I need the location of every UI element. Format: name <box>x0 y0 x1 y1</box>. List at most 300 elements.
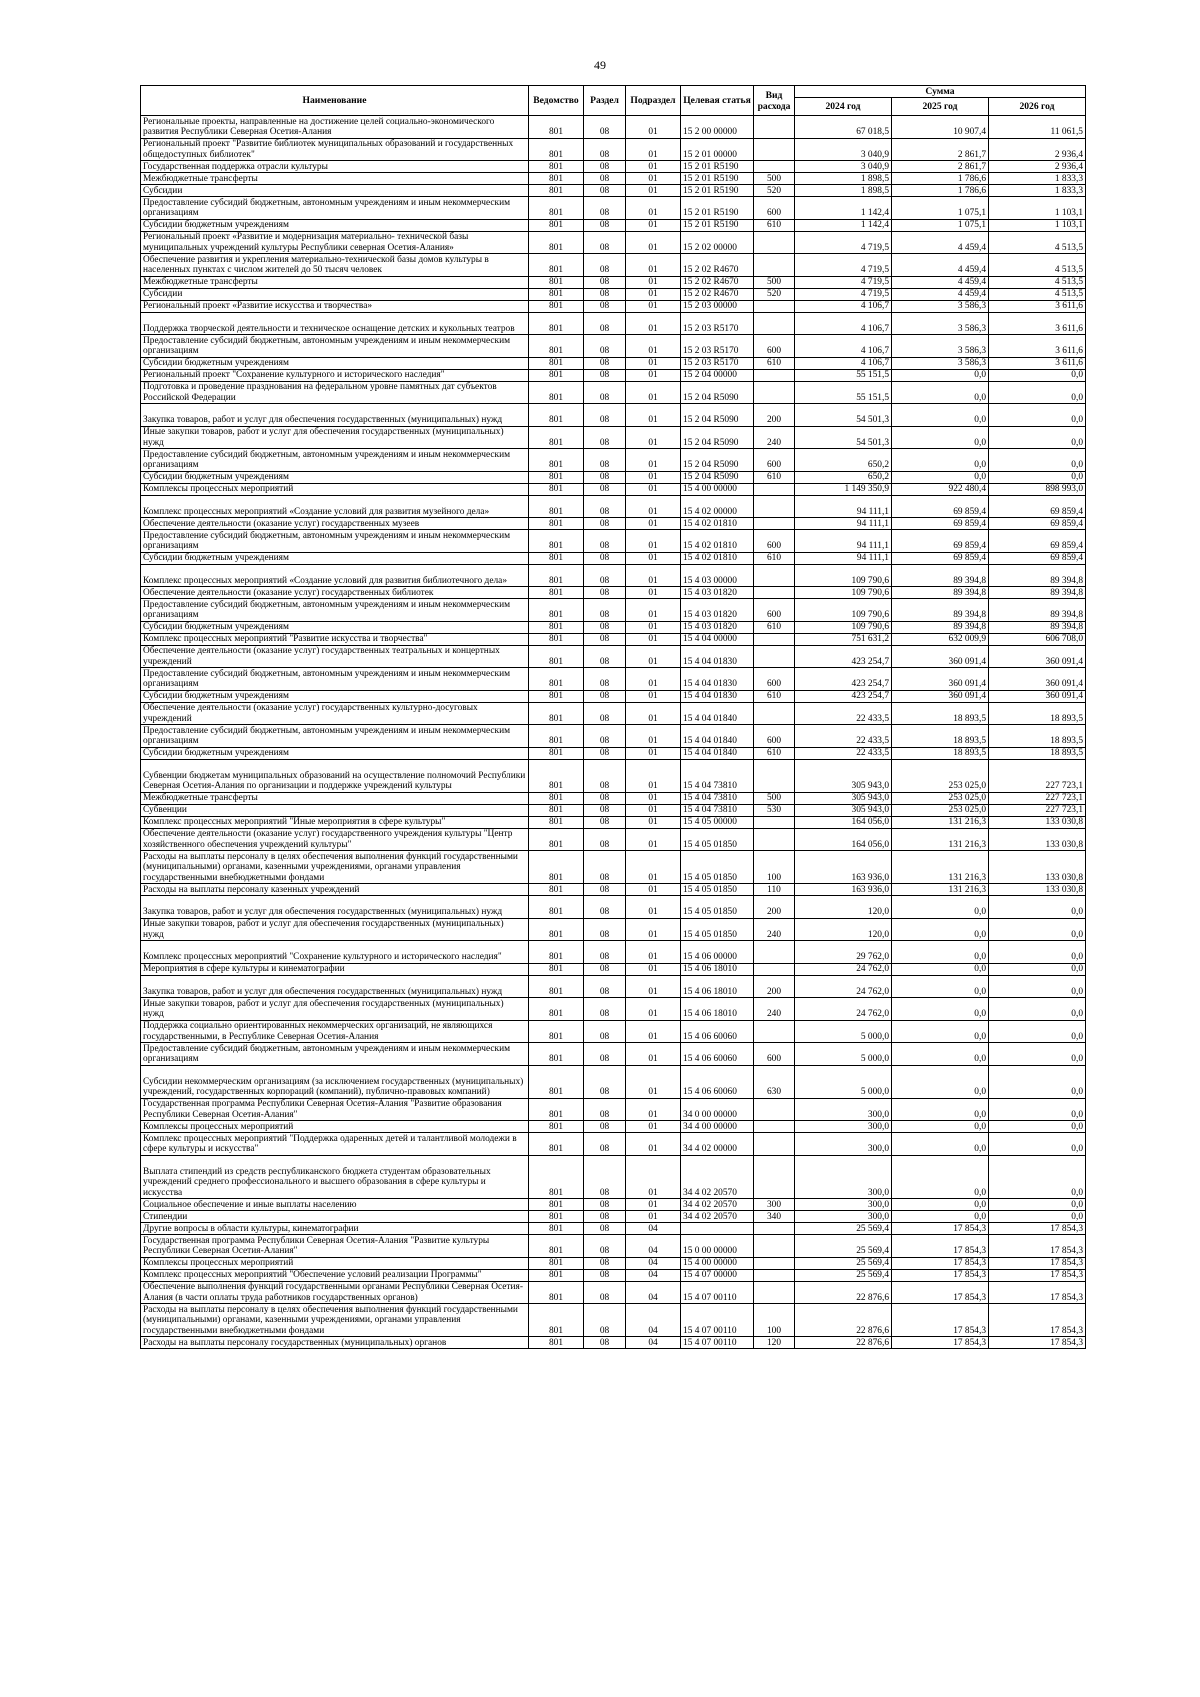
cell-section: 08 <box>584 747 626 759</box>
cell-target-article: 15 2 03 R5170 <box>681 335 754 358</box>
cell-subsection: 01 <box>626 587 681 599</box>
cell-section: 08 <box>584 564 626 587</box>
cell-ministry: 801 <box>529 587 584 599</box>
cell-target-article: 15 4 00 00000 <box>681 1257 754 1269</box>
table-row <box>141 792 1086 804</box>
cell-name: Комплекс процессных мероприятий "Развитие искусства и творчества" <box>141 633 529 645</box>
cell-subsection: 01 <box>626 975 681 998</box>
cell-expense-type: 200 <box>754 975 795 998</box>
cell-name: Комплекс процессных мероприятий "Обеспечение условий реализации Программы" <box>141 1269 529 1281</box>
cell-target-article: 15 2 04 00000 <box>681 369 754 381</box>
cell-ministry: 801 <box>529 1155 584 1199</box>
cell-name: Комплекс процессных мероприятий "Сохранение культурного и исторического наследия" <box>141 941 529 964</box>
cell-section: 08 <box>584 518 626 530</box>
cell-subsection: 01 <box>626 828 681 851</box>
cell-target-article: 15 2 03 00000 <box>681 300 754 312</box>
cell-subsection: 01 <box>626 668 681 691</box>
cell-target-article: 15 4 03 01820 <box>681 587 754 599</box>
cell-name: Субсидии бюджетным учреждениям <box>141 690 529 702</box>
cell-subsection: 01 <box>626 725 681 748</box>
cell-sum-2024: 94 111,1 <box>795 530 892 553</box>
cell-ministry: 801 <box>529 1235 584 1258</box>
cell-section: 08 <box>584 1337 626 1349</box>
cell-target-article <box>681 1223 754 1235</box>
cell-subsection: 01 <box>626 1043 681 1066</box>
cell-expense-type: 610 <box>754 552 795 564</box>
cell-sum-2025: 360 091,4 <box>892 645 989 668</box>
cell-sum-2025: 1 075,1 <box>892 197 989 220</box>
cell-target-article: 15 4 04 01840 <box>681 747 754 759</box>
cell-name: Иные закупки товаров, работ и услуг для обеспечения государственных (муниципальных) нужд <box>141 426 529 449</box>
cell-expense-type <box>754 1121 795 1133</box>
cell-ministry: 801 <box>529 300 584 312</box>
cell-name: Региональные проекты, направленные на достижение целей социально-экономического развития Республики Северная Осетия-Алания <box>141 116 529 139</box>
cell-expense-type: 610 <box>754 471 795 483</box>
cell-sum-2025: 0,0 <box>892 1121 989 1133</box>
table-row <box>141 173 1086 185</box>
cell-ministry: 801 <box>529 633 584 645</box>
cell-sum-2025: 4 459,4 <box>892 231 989 254</box>
cell-expense-type <box>754 312 795 335</box>
cell-expense-type: 240 <box>754 426 795 449</box>
cell-sum-2025: 0,0 <box>892 1133 989 1156</box>
cell-target-article: 15 4 06 18010 <box>681 998 754 1021</box>
cell-sum-2024: 1 898,5 <box>795 173 892 185</box>
cell-expense-type <box>754 759 795 792</box>
cell-name: Комплекс процессных мероприятий «Создание условий для развития библиотечного дела» <box>141 564 529 587</box>
cell-sum-2026: 69 859,4 <box>989 552 1086 564</box>
cell-name: Социальное обеспечение и иные выплаты населению <box>141 1199 529 1211</box>
cell-subsection: 01 <box>626 1098 681 1121</box>
cell-sum-2025: 17 854,3 <box>892 1281 989 1304</box>
table-row <box>141 335 1086 358</box>
cell-expense-type <box>754 963 795 975</box>
cell-sum-2026: 3 611,6 <box>989 335 1086 358</box>
cell-subsection: 01 <box>626 645 681 668</box>
table-row <box>141 404 1086 427</box>
cell-sum-2025: 3 586,3 <box>892 357 989 369</box>
cell-target-article: 34 4 02 20570 <box>681 1211 754 1223</box>
cell-target-article: 15 2 01 R5190 <box>681 219 754 231</box>
cell-expense-type <box>754 161 795 173</box>
cell-ministry: 801 <box>529 1337 584 1349</box>
cell-target-article: 15 4 07 00000 <box>681 1269 754 1281</box>
cell-sum-2024: 163 936,0 <box>795 851 892 884</box>
cell-sum-2026: 360 091,4 <box>989 668 1086 691</box>
cell-ministry: 801 <box>529 963 584 975</box>
cell-section: 08 <box>584 312 626 335</box>
cell-sum-2025: 69 859,4 <box>892 518 989 530</box>
cell-sum-2025: 17 854,3 <box>892 1235 989 1258</box>
col-header-2024: 2024 год <box>795 98 892 116</box>
cell-section: 08 <box>584 975 626 998</box>
cell-subsection: 04 <box>626 1235 681 1258</box>
cell-expense-type <box>754 369 795 381</box>
cell-sum-2024: 24 762,0 <box>795 975 892 998</box>
table-row <box>141 702 1086 725</box>
cell-sum-2024: 4 106,7 <box>795 357 892 369</box>
cell-section: 08 <box>584 1269 626 1281</box>
cell-sum-2025: 131 216,3 <box>892 851 989 884</box>
cell-name: Субвенции бюджетам муниципальных образований на осуществление полномочий Республики Северная Осетия-Алания по организации и поддержке учреждений культуры <box>141 759 529 792</box>
cell-name: Расходы на выплаты персоналу в целях обеспечения выполнения функций государственными (муниципальными) органами, казенными учреждениями, органами управления государственными внебюджетными фондами <box>141 1304 529 1337</box>
cell-sum-2024: 109 790,6 <box>795 599 892 622</box>
cell-ministry: 801 <box>529 335 584 358</box>
cell-target-article: 15 2 01 R5190 <box>681 161 754 173</box>
cell-subsection: 01 <box>626 621 681 633</box>
cell-name: Субвенции <box>141 804 529 816</box>
table-row <box>141 1304 1086 1337</box>
cell-sum-2025: 0,0 <box>892 1098 989 1121</box>
cell-name: Субсидии <box>141 185 529 197</box>
cell-expense-type <box>754 138 795 161</box>
cell-target-article: 15 2 02 R4670 <box>681 276 754 288</box>
cell-sum-2026: 69 859,4 <box>989 530 1086 553</box>
cell-name: Обеспечение выполнения функций государственными органами Республики Северная Осетия-Алания (в части оплаты труда работников государственных органов) <box>141 1281 529 1304</box>
cell-name: Мероприятия в сфере культуры и кинематографии <box>141 963 529 975</box>
cell-ministry: 801 <box>529 276 584 288</box>
cell-sum-2026: 89 394,8 <box>989 587 1086 599</box>
cell-expense-type <box>754 1223 795 1235</box>
cell-sum-2025: 0,0 <box>892 896 989 919</box>
cell-expense-type <box>754 633 795 645</box>
cell-sum-2025: 0,0 <box>892 918 989 941</box>
cell-target-article: 15 4 06 60060 <box>681 1043 754 1066</box>
cell-section: 08 <box>584 404 626 427</box>
cell-sum-2026: 17 854,3 <box>989 1337 1086 1349</box>
table-row <box>141 816 1086 828</box>
cell-name: Предоставление субсидий бюджетным, автономным учреждениям и иным некоммерческим организациям <box>141 197 529 220</box>
cell-expense-type: 600 <box>754 197 795 220</box>
cell-target-article: 15 4 03 01820 <box>681 599 754 622</box>
table-row <box>141 381 1086 404</box>
cell-sum-2024: 1 142,4 <box>795 219 892 231</box>
cell-expense-type <box>754 941 795 964</box>
cell-name: Субсидии бюджетным учреждениям <box>141 471 529 483</box>
cell-sum-2026: 0,0 <box>989 1199 1086 1211</box>
cell-section: 08 <box>584 1133 626 1156</box>
cell-sum-2026: 0,0 <box>989 369 1086 381</box>
cell-expense-type: 610 <box>754 621 795 633</box>
cell-target-article: 15 2 04 R5090 <box>681 449 754 472</box>
cell-target-article: 15 2 04 R5090 <box>681 471 754 483</box>
cell-sum-2026: 0,0 <box>989 975 1086 998</box>
cell-sum-2024: 1 898,5 <box>795 185 892 197</box>
cell-expense-type <box>754 381 795 404</box>
cell-section: 08 <box>584 231 626 254</box>
cell-section: 08 <box>584 276 626 288</box>
cell-subsection: 01 <box>626 357 681 369</box>
cell-subsection: 01 <box>626 219 681 231</box>
cell-ministry: 801 <box>529 530 584 553</box>
cell-target-article: 15 4 04 73810 <box>681 759 754 792</box>
cell-sum-2024: 1 149 350,9 <box>795 483 892 495</box>
cell-sum-2024: 25 569,4 <box>795 1235 892 1258</box>
cell-sum-2025: 17 854,3 <box>892 1337 989 1349</box>
cell-sum-2026: 227 723,1 <box>989 759 1086 792</box>
col-header-ministry: Ведомство <box>529 86 584 116</box>
cell-subsection: 01 <box>626 471 681 483</box>
cell-target-article: 15 0 00 00000 <box>681 1235 754 1258</box>
cell-name: Иные закупки товаров, работ и услуг для обеспечения государственных (муниципальных) нужд <box>141 998 529 1021</box>
table-row <box>141 747 1086 759</box>
cell-sum-2026: 0,0 <box>989 404 1086 427</box>
table-row <box>141 483 1086 495</box>
cell-subsection: 01 <box>626 1065 681 1098</box>
cell-ministry: 801 <box>529 725 584 748</box>
cell-subsection: 04 <box>626 1304 681 1337</box>
cell-section: 08 <box>584 941 626 964</box>
cell-sum-2025: 89 394,8 <box>892 587 989 599</box>
col-header-2025: 2025 год <box>892 98 989 116</box>
table-row <box>141 884 1086 896</box>
cell-expense-type <box>754 300 795 312</box>
cell-section: 08 <box>584 254 626 277</box>
cell-name: Обеспечение деятельности (оказание услуг) государственных культурно-досуговых учреждений <box>141 702 529 725</box>
table-row <box>141 1257 1086 1269</box>
cell-sum-2024: 109 790,6 <box>795 587 892 599</box>
cell-subsection: 01 <box>626 896 681 919</box>
cell-section: 08 <box>584 449 626 472</box>
cell-subsection: 01 <box>626 116 681 139</box>
cell-expense-type <box>754 1235 795 1258</box>
cell-subsection: 01 <box>626 1211 681 1223</box>
cell-sum-2024: 164 056,0 <box>795 828 892 851</box>
cell-ministry: 801 <box>529 792 584 804</box>
cell-expense-type: 200 <box>754 404 795 427</box>
cell-sum-2025: 0,0 <box>892 1155 989 1199</box>
cell-ministry: 801 <box>529 1223 584 1235</box>
cell-ministry: 801 <box>529 138 584 161</box>
cell-name: Предоставление субсидий бюджетным, автономным учреждениям и иным некоммерческим организациям <box>141 1043 529 1066</box>
cell-name: Обеспечение деятельности (оказание услуг) государственных библиотек <box>141 587 529 599</box>
cell-subsection: 01 <box>626 633 681 645</box>
cell-section: 08 <box>584 896 626 919</box>
table-row <box>141 1155 1086 1199</box>
cell-target-article: 15 2 04 R5090 <box>681 381 754 404</box>
cell-target-article: 15 4 00 00000 <box>681 483 754 495</box>
cell-ministry: 801 <box>529 1211 584 1223</box>
cell-name: Предоставление субсидий бюджетным, автономным учреждениям и иным некоммерческим организациям <box>141 725 529 748</box>
cell-ministry: 801 <box>529 564 584 587</box>
cell-section: 08 <box>584 219 626 231</box>
cell-sum-2026: 360 091,4 <box>989 645 1086 668</box>
cell-sum-2025: 89 394,8 <box>892 621 989 633</box>
cell-ministry: 801 <box>529 518 584 530</box>
cell-sum-2025: 360 091,4 <box>892 668 989 691</box>
cell-subsection: 01 <box>626 599 681 622</box>
cell-sum-2024: 94 111,1 <box>795 518 892 530</box>
cell-name: Предоставление субсидий бюджетным, автономным учреждениям и иным некоммерческим организациям <box>141 668 529 691</box>
cell-ministry: 801 <box>529 1133 584 1156</box>
cell-target-article: 15 4 07 00110 <box>681 1337 754 1349</box>
cell-expense-type: 600 <box>754 668 795 691</box>
cell-section: 08 <box>584 851 626 884</box>
cell-name: Региональный проект "Развитие библиотек муниципальных образований и государственных общедоступных библиотек" <box>141 138 529 161</box>
col-header-expense-type: Вид расхода <box>754 86 795 116</box>
cell-section: 08 <box>584 1065 626 1098</box>
cell-subsection: 01 <box>626 1199 681 1211</box>
cell-sum-2025: 0,0 <box>892 404 989 427</box>
cell-sum-2024: 4 719,5 <box>795 276 892 288</box>
cell-sum-2024: 55 151,5 <box>795 381 892 404</box>
cell-section: 08 <box>584 1199 626 1211</box>
cell-expense-type <box>754 254 795 277</box>
cell-name: Государственная программа Республики Северная Осетия-Алания "Развитие образования Республики Северная Осетия-Алания" <box>141 1098 529 1121</box>
cell-expense-type <box>754 1098 795 1121</box>
cell-expense-type: 610 <box>754 219 795 231</box>
cell-subsection: 01 <box>626 998 681 1021</box>
cell-sum-2026: 2 936,4 <box>989 161 1086 173</box>
cell-subsection: 04 <box>626 1257 681 1269</box>
cell-sum-2026: 0,0 <box>989 1020 1086 1043</box>
cell-subsection: 01 <box>626 518 681 530</box>
cell-subsection: 01 <box>626 1133 681 1156</box>
cell-sum-2026: 0,0 <box>989 1098 1086 1121</box>
table-body <box>141 116 1086 1349</box>
cell-ministry: 801 <box>529 483 584 495</box>
cell-ministry: 801 <box>529 449 584 472</box>
cell-sum-2024: 305 943,0 <box>795 804 892 816</box>
cell-target-article: 15 4 02 00000 <box>681 495 754 518</box>
cell-expense-type <box>754 702 795 725</box>
cell-subsection: 01 <box>626 276 681 288</box>
cell-subsection: 01 <box>626 483 681 495</box>
cell-target-article: 15 2 00 00000 <box>681 116 754 139</box>
table-row <box>141 1065 1086 1098</box>
cell-ministry: 801 <box>529 1121 584 1133</box>
cell-target-article: 15 4 04 01830 <box>681 645 754 668</box>
cell-name: Расходы на выплаты персоналу государственных (муниципальных) органов <box>141 1337 529 1349</box>
table-row <box>141 918 1086 941</box>
cell-name: Субсидии бюджетным учреждениям <box>141 219 529 231</box>
cell-expense-type <box>754 1257 795 1269</box>
cell-sum-2024: 29 762,0 <box>795 941 892 964</box>
cell-expense-type: 520 <box>754 185 795 197</box>
cell-ministry: 801 <box>529 747 584 759</box>
cell-ministry: 801 <box>529 1065 584 1098</box>
cell-sum-2024: 423 254,7 <box>795 668 892 691</box>
cell-target-article: 15 2 01 00000 <box>681 138 754 161</box>
cell-expense-type <box>754 1155 795 1199</box>
cell-subsection: 01 <box>626 138 681 161</box>
cell-section: 08 <box>584 116 626 139</box>
cell-name: Комплекс процессных мероприятий "Поддержка одаренных детей и талантливой молодежи в сфере культуры и искусства" <box>141 1133 529 1156</box>
cell-subsection: 01 <box>626 747 681 759</box>
cell-name: Субсидии бюджетным учреждениям <box>141 357 529 369</box>
cell-sum-2024: 4 719,5 <box>795 231 892 254</box>
cell-section: 08 <box>584 1281 626 1304</box>
cell-section: 08 <box>584 369 626 381</box>
cell-sum-2025: 89 394,8 <box>892 599 989 622</box>
cell-ministry: 801 <box>529 357 584 369</box>
cell-sum-2024: 55 151,5 <box>795 369 892 381</box>
cell-sum-2026: 89 394,8 <box>989 564 1086 587</box>
cell-sum-2026: 4 513,5 <box>989 288 1086 300</box>
cell-sum-2024: 5 000,0 <box>795 1020 892 1043</box>
cell-name: Региональный проект "Сохранение культурного и исторического наследия" <box>141 369 529 381</box>
cell-sum-2025: 1 786,6 <box>892 173 989 185</box>
cell-sum-2025: 0,0 <box>892 1065 989 1098</box>
cell-sum-2026: 360 091,4 <box>989 690 1086 702</box>
table-row <box>141 116 1086 139</box>
cell-sum-2024: 22 433,5 <box>795 702 892 725</box>
cell-subsection: 04 <box>626 1269 681 1281</box>
table-row <box>141 645 1086 668</box>
cell-target-article: 15 2 03 R5170 <box>681 357 754 369</box>
cell-ministry: 801 <box>529 851 584 884</box>
cell-ministry: 801 <box>529 1304 584 1337</box>
cell-expense-type <box>754 587 795 599</box>
cell-sum-2026: 0,0 <box>989 918 1086 941</box>
cell-section: 08 <box>584 963 626 975</box>
cell-name: Подготовка и проведение празднования на федеральном уровне памятных дат субъектов Российской Федерации <box>141 381 529 404</box>
table-row <box>141 219 1086 231</box>
cell-name: Обеспечение развития и укрепления материально-технической базы домов культуры в населенных пунктах с числом жителей до 50 тысяч человек <box>141 254 529 277</box>
cell-sum-2026: 0,0 <box>989 1133 1086 1156</box>
cell-target-article: 15 4 04 01840 <box>681 725 754 748</box>
cell-target-article: 15 2 03 R5170 <box>681 312 754 335</box>
table-row <box>141 599 1086 622</box>
cell-target-article: 15 4 04 00000 <box>681 633 754 645</box>
cell-sum-2025: 10 907,4 <box>892 116 989 139</box>
cell-sum-2024: 4 106,7 <box>795 335 892 358</box>
cell-sum-2024: 24 762,0 <box>795 998 892 1021</box>
cell-sum-2024: 305 943,0 <box>795 759 892 792</box>
cell-sum-2024: 300,0 <box>795 1155 892 1199</box>
table-row <box>141 312 1086 335</box>
cell-ministry: 801 <box>529 702 584 725</box>
cell-target-article: 15 4 06 00000 <box>681 941 754 964</box>
cell-section: 08 <box>584 335 626 358</box>
cell-ministry: 801 <box>529 884 584 896</box>
table-row <box>141 1199 1086 1211</box>
cell-name: Предоставление субсидий бюджетным, автономным учреждениям и иным некоммерческим организациям <box>141 449 529 472</box>
cell-subsection: 01 <box>626 197 681 220</box>
cell-section: 08 <box>584 530 626 553</box>
cell-subsection: 01 <box>626 884 681 896</box>
cell-section: 08 <box>584 138 626 161</box>
cell-name: Государственная программа Республики Северная Осетия-Алания "Развитие культуры Республики Северная Осетия-Алания" <box>141 1235 529 1258</box>
cell-ministry: 801 <box>529 1098 584 1121</box>
cell-ministry: 801 <box>529 185 584 197</box>
cell-sum-2025: 0,0 <box>892 998 989 1021</box>
table-row <box>141 530 1086 553</box>
cell-sum-2026: 17 854,3 <box>989 1257 1086 1269</box>
cell-sum-2025: 69 859,4 <box>892 495 989 518</box>
cell-target-article: 15 2 02 R4670 <box>681 254 754 277</box>
cell-target-article: 15 4 02 01810 <box>681 552 754 564</box>
cell-ministry: 801 <box>529 288 584 300</box>
cell-ministry: 801 <box>529 173 584 185</box>
cell-sum-2025: 18 893,5 <box>892 702 989 725</box>
cell-sum-2026: 4 513,5 <box>989 276 1086 288</box>
cell-subsection: 01 <box>626 1121 681 1133</box>
cell-sum-2024: 109 790,6 <box>795 621 892 633</box>
cell-sum-2024: 67 018,5 <box>795 116 892 139</box>
table-row <box>141 1121 1086 1133</box>
cell-sum-2026: 0,0 <box>989 381 1086 404</box>
cell-subsection: 01 <box>626 254 681 277</box>
cell-sum-2025: 131 216,3 <box>892 828 989 851</box>
cell-sum-2025: 3 586,3 <box>892 335 989 358</box>
cell-subsection: 01 <box>626 918 681 941</box>
cell-section: 08 <box>584 483 626 495</box>
cell-expense-type: 240 <box>754 998 795 1021</box>
cell-sum-2025: 2 861,7 <box>892 161 989 173</box>
table-row <box>141 804 1086 816</box>
cell-sum-2025: 360 091,4 <box>892 690 989 702</box>
